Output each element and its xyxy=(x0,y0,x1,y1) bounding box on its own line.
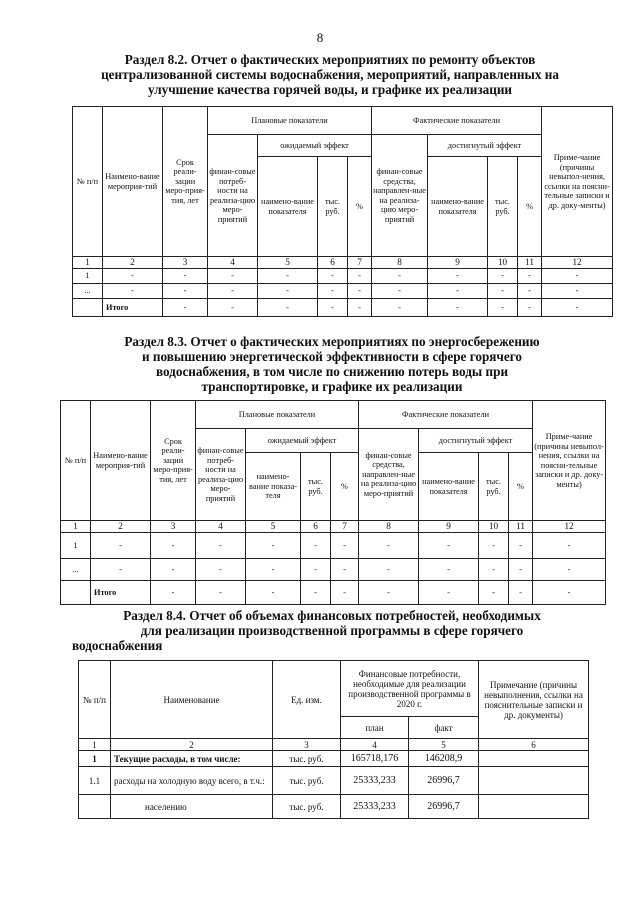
header-unit: Ед. изм. xyxy=(273,661,341,739)
cell: 1 xyxy=(61,533,91,559)
cell: - xyxy=(428,299,488,317)
cell: - xyxy=(258,284,318,299)
cell: - xyxy=(428,284,488,299)
cell: - xyxy=(359,559,419,581)
row-name: Текущие расходы, в том числе: xyxy=(111,751,273,767)
cell: - xyxy=(331,533,359,559)
col-num: 4 xyxy=(196,521,246,533)
cell: - xyxy=(479,581,509,605)
row-unit: тыс. руб. xyxy=(273,767,341,795)
header-name: Наименование xyxy=(111,661,273,739)
cell: - xyxy=(196,559,246,581)
cell: - xyxy=(318,269,348,284)
cell: - xyxy=(91,559,151,581)
header-fact: факт xyxy=(409,717,479,739)
column-number-row xyxy=(79,739,589,751)
total-label: Итого xyxy=(103,299,163,317)
cell: - xyxy=(196,533,246,559)
header-pct: % xyxy=(348,157,372,257)
col-num: 1 xyxy=(61,521,91,533)
row-fact: 26996,7 xyxy=(409,767,479,795)
header-thous: тыс. руб. xyxy=(318,157,348,257)
cell: ... xyxy=(61,559,91,581)
cell: - xyxy=(151,533,196,559)
header-plan-fin: финан-совые потреб-ности на реализа-цию меро-приятий xyxy=(208,135,258,257)
row-fact: 146208,9 xyxy=(409,751,479,767)
col-num: 8 xyxy=(372,257,428,269)
header-fact-fin: финан-совые средства, направлен-ные на реализа-цию меро-приятий xyxy=(359,429,419,521)
cell: ... xyxy=(73,284,103,299)
row-note xyxy=(479,751,589,767)
cell: - xyxy=(318,299,348,317)
col-num: 12 xyxy=(533,521,606,533)
col-num: 3 xyxy=(151,521,196,533)
cell: - xyxy=(91,533,151,559)
cell: - xyxy=(509,559,533,581)
cell: - xyxy=(208,269,258,284)
cell: - xyxy=(419,559,479,581)
cell: - xyxy=(196,581,246,605)
cell: - xyxy=(419,581,479,605)
row-name: населению xyxy=(111,795,273,819)
cell: - xyxy=(533,581,606,605)
section-8-4-table xyxy=(78,660,589,819)
total-label: Итого xyxy=(91,581,151,605)
header-note: Приме-чание (причины невыпол-нения, ссылки на поясни-тельные записки и др. доку-менты) xyxy=(542,107,613,257)
header-term: Срок реали-зации меро-прия-тия, лет xyxy=(163,107,208,257)
cell: - xyxy=(246,559,301,581)
header-num: № п/п xyxy=(73,107,103,257)
header-ind-name: наимено-вание показателя xyxy=(258,157,318,257)
column-number-row xyxy=(61,521,606,533)
col-num: 5 xyxy=(258,257,318,269)
table-row xyxy=(79,795,589,819)
header-num: № п/п xyxy=(79,661,111,739)
col-num: 1 xyxy=(73,257,103,269)
total-row xyxy=(73,299,613,317)
cell: - xyxy=(479,533,509,559)
col-num: 7 xyxy=(348,257,372,269)
title-line: централизованной системы водоснабжения, мероприятий, направленных на xyxy=(101,67,559,82)
cell: - xyxy=(348,299,372,317)
cell: - xyxy=(542,269,613,284)
header-term: Срок реали-зации меро-прия-тия, лет xyxy=(151,401,196,521)
col-num: 2 xyxy=(111,739,273,751)
col-num: 11 xyxy=(509,521,533,533)
row-plan: 25333,233 xyxy=(341,767,409,795)
header-plan-fin: финан-совые потреб-ности на реализа-цию меро-приятий xyxy=(196,429,246,521)
cell: - xyxy=(372,284,428,299)
header-ind-name: наимено-вание показа-теля xyxy=(246,453,301,521)
header-pct: % xyxy=(509,453,533,521)
table-row xyxy=(73,284,613,299)
section-8-3-title xyxy=(72,334,592,394)
title-line: для реализации производственной программы в сфере горячего xyxy=(140,623,524,638)
title-line: Раздел 8.3. Отчет о фактических мероприятиях по энергосбережению xyxy=(124,334,540,349)
section-8-3-table xyxy=(60,400,606,605)
cell: - xyxy=(151,559,196,581)
header-name: Наимено-вание мероприя-тий xyxy=(103,107,163,257)
header-fact: Фактические показатели xyxy=(372,107,542,135)
row-unit: тыс. руб. xyxy=(273,795,341,819)
header-plan: Плановые показатели xyxy=(208,107,372,135)
cell: - xyxy=(509,533,533,559)
header-note: Приме-чание (причины невыпол-нения, ссылки на поясни-тельные записки и др. доку-менты) xyxy=(533,401,606,521)
cell: - xyxy=(518,299,542,317)
col-num: 8 xyxy=(359,521,419,533)
section-8-4-title xyxy=(72,608,592,653)
col-num: 9 xyxy=(428,257,488,269)
header-pct: % xyxy=(331,453,359,521)
title-line: водоснабжения xyxy=(72,638,163,653)
col-num: 6 xyxy=(318,257,348,269)
col-num: 3 xyxy=(163,257,208,269)
col-num: 12 xyxy=(542,257,613,269)
header-pct: % xyxy=(518,157,542,257)
col-num: 2 xyxy=(103,257,163,269)
row-unit: тыс. руб. xyxy=(273,751,341,767)
cell: - xyxy=(359,581,419,605)
col-num: 6 xyxy=(301,521,331,533)
cell: - xyxy=(331,581,359,605)
column-number-row xyxy=(73,257,613,269)
cell: - xyxy=(163,299,208,317)
row-plan: 165718,176 xyxy=(341,751,409,767)
cell: - xyxy=(518,284,542,299)
cell: - xyxy=(103,284,163,299)
title-line: Раздел 8.4. Отчет об объемах финансовых потребностей, необходимых xyxy=(123,608,541,623)
table-row xyxy=(79,767,589,795)
title-line: Раздел 8.2. Отчет о фактических мероприятиях по ремонту объектов xyxy=(124,52,536,67)
header-achieved: достигнутый эффект xyxy=(428,135,542,157)
row-fact: 26996,7 xyxy=(409,795,479,819)
cell: - xyxy=(348,269,372,284)
cell: - xyxy=(301,533,331,559)
row-num xyxy=(79,795,111,819)
cell: - xyxy=(246,533,301,559)
col-num: 5 xyxy=(246,521,301,533)
col-num: 7 xyxy=(331,521,359,533)
col-num: 4 xyxy=(208,257,258,269)
cell: - xyxy=(488,269,518,284)
cell: - xyxy=(301,559,331,581)
col-num: 11 xyxy=(518,257,542,269)
cell: - xyxy=(533,559,606,581)
header-expected: ожидаемый эффект xyxy=(258,135,372,157)
header-note: Примечание (причины невыполнения, ссылки на пояснительные записки и др. документы) xyxy=(479,661,589,739)
header-ind-name: наимено-вание показателя xyxy=(419,453,479,521)
row-num: 1.1 xyxy=(79,767,111,795)
title-line: улучшение качества горячей воды, и графике их реализации xyxy=(147,82,513,97)
cell: - xyxy=(318,284,348,299)
row-num: 1 xyxy=(79,751,111,767)
header-fact: Фактические показатели xyxy=(359,401,533,429)
cell: - xyxy=(348,284,372,299)
col-num: 1 xyxy=(79,739,111,751)
cell: - xyxy=(372,269,428,284)
cell xyxy=(61,581,91,605)
title-line: и повышению энергетической эффективности в сфере горячего xyxy=(142,349,522,364)
col-num: 5 xyxy=(409,739,479,751)
cell xyxy=(73,299,103,317)
table-row xyxy=(61,559,606,581)
cell: - xyxy=(359,533,419,559)
cell: - xyxy=(246,581,301,605)
cell: - xyxy=(372,299,428,317)
col-num: 2 xyxy=(91,521,151,533)
section-8-2-title xyxy=(70,52,590,97)
header-fact-fin: финан-совые средства, направлен-ные на реализа-цию меро-приятий xyxy=(372,135,428,257)
col-num: 10 xyxy=(488,257,518,269)
cell: - xyxy=(419,533,479,559)
cell: - xyxy=(208,284,258,299)
cell: - xyxy=(542,284,613,299)
cell: - xyxy=(518,269,542,284)
row-note xyxy=(479,795,589,819)
row-plan: 25333,233 xyxy=(341,795,409,819)
row-note xyxy=(479,767,589,795)
title-line: водоснабжения, в том числе по снижению потерь воды при xyxy=(155,364,509,379)
cell: - xyxy=(488,299,518,317)
cell: - xyxy=(258,269,318,284)
cell: - xyxy=(542,299,613,317)
cell: - xyxy=(301,581,331,605)
header-thous: тыс. руб. xyxy=(479,453,509,521)
header-name: Наимено-вание мероприя-тий xyxy=(91,401,151,521)
col-num: 4 xyxy=(341,739,409,751)
cell: - xyxy=(103,269,163,284)
header-ind-name: наимено-вание показателя xyxy=(428,157,488,257)
col-num: 6 xyxy=(479,739,589,751)
cell: - xyxy=(479,559,509,581)
cell: - xyxy=(331,559,359,581)
cell: - xyxy=(428,269,488,284)
header-thous: тыс. руб. xyxy=(488,157,518,257)
title-line: транспортировке, и графике их реализации xyxy=(201,379,463,394)
cell: - xyxy=(258,299,318,317)
section-8-2-table xyxy=(72,106,613,317)
table-row xyxy=(79,751,589,767)
table-row xyxy=(73,269,613,284)
header-achieved: достигнутый эффект xyxy=(419,429,533,453)
header-plan: Плановые показатели xyxy=(196,401,359,429)
header-thous: тыс. руб. xyxy=(301,453,331,521)
total-row xyxy=(61,581,606,605)
cell: - xyxy=(509,581,533,605)
header-fin-needs: Финансовые потребности, необходимые для реализации производственной программы в 2020 г. xyxy=(341,661,479,717)
cell: - xyxy=(488,284,518,299)
table-row xyxy=(61,533,606,559)
row-name: расходы на холодную воду всего, в т.ч.: xyxy=(111,767,273,795)
cell: - xyxy=(163,269,208,284)
cell: - xyxy=(163,284,208,299)
col-num: 10 xyxy=(479,521,509,533)
header-expected: ожидаемый эффект xyxy=(246,429,359,453)
cell: - xyxy=(533,533,606,559)
cell: 1 xyxy=(73,269,103,284)
header-num: № п/п xyxy=(61,401,91,521)
cell: - xyxy=(208,299,258,317)
header-plan: план xyxy=(341,717,409,739)
col-num: 3 xyxy=(273,739,341,751)
cell: - xyxy=(151,581,196,605)
page-number: 8 xyxy=(316,30,324,45)
col-num: 9 xyxy=(419,521,479,533)
